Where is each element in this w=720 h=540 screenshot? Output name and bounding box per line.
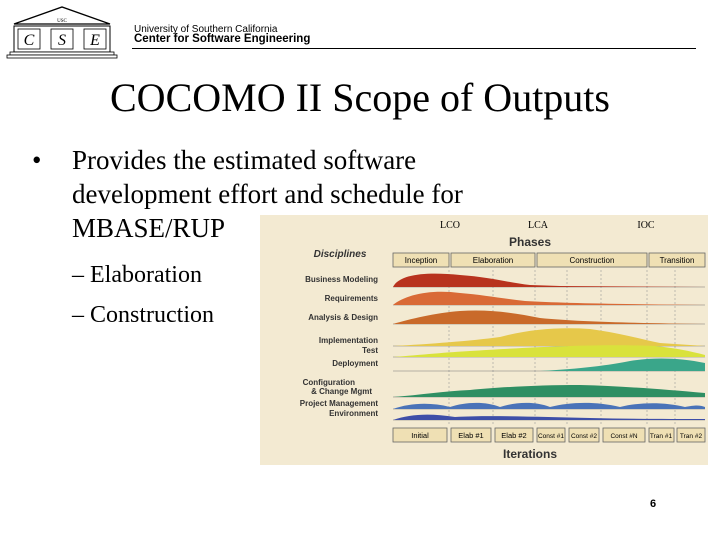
university-name: University of Southern California <box>134 24 278 35</box>
milestone-lca: LCA <box>528 220 548 231</box>
page-number: 6 <box>650 498 657 510</box>
header-rule <box>132 48 696 49</box>
discipline-project-management: Project Management <box>299 399 378 408</box>
rup-phases-figure <box>260 215 708 465</box>
iteration-const-2: Const #2 <box>570 433 598 440</box>
logo-letter-s: S <box>58 32 66 49</box>
bullet-line-2: development effort and schedule for <box>72 179 463 209</box>
iteration-initial: Initial <box>411 431 429 440</box>
iteration-elab-2: Elab #2 <box>501 431 527 440</box>
discipline-implementation: Implementation <box>318 336 378 345</box>
phase-transition: Transition <box>659 256 695 265</box>
cse-logo <box>6 4 118 62</box>
bullet-dot: • <box>32 145 42 175</box>
discipline-environment: Environment <box>329 409 378 418</box>
bullet-line-3: MBASE/RUP <box>72 213 226 243</box>
discipline-change-mgmt: & Change Mgmt <box>311 387 372 396</box>
logo-letter-e: E <box>90 32 100 49</box>
milestone-lco: LCO <box>440 220 460 231</box>
bullet-line-1: Provides the estimated software <box>72 145 417 175</box>
discipline-test: Test <box>362 346 378 355</box>
disciplines-title: Disciplines <box>313 249 367 260</box>
sub-bullet-construction: – Construction <box>72 302 214 328</box>
discipline-business-modeling: Business Modeling <box>305 275 378 284</box>
phase-inception: Inception <box>404 256 438 265</box>
slide-title: COCOMO II Scope of Outputs <box>110 75 610 120</box>
milestone-ioc: IOC <box>637 220 655 231</box>
iterations-title: Iterations <box>502 447 558 461</box>
iteration-tran-2: Tran #2 <box>679 433 703 440</box>
discipline-requirements: Requirements <box>324 294 378 303</box>
logo-letter-c: C <box>23 32 35 49</box>
center-name: Center for Software Engineering <box>134 33 311 45</box>
iteration-elab-1: Elab #1 <box>458 431 484 440</box>
iteration-const-1: Const #1 <box>537 433 565 440</box>
phase-elaboration: Elaboration <box>472 256 514 265</box>
iteration-tran-1: Tran #1 <box>649 433 673 440</box>
phases-title: Phases <box>508 235 552 249</box>
svg-text:USC: USC <box>57 19 67 24</box>
sub-bullet-elaboration: – Elaboration <box>72 262 202 288</box>
discipline-deployment: Deployment <box>332 359 378 368</box>
phase-construction: Construction <box>569 256 615 265</box>
discipline-analysis-design: Analysis & Design <box>308 313 378 322</box>
discipline-configuration: Configuration <box>302 378 355 387</box>
iteration-const-n: Const #N <box>610 433 638 440</box>
